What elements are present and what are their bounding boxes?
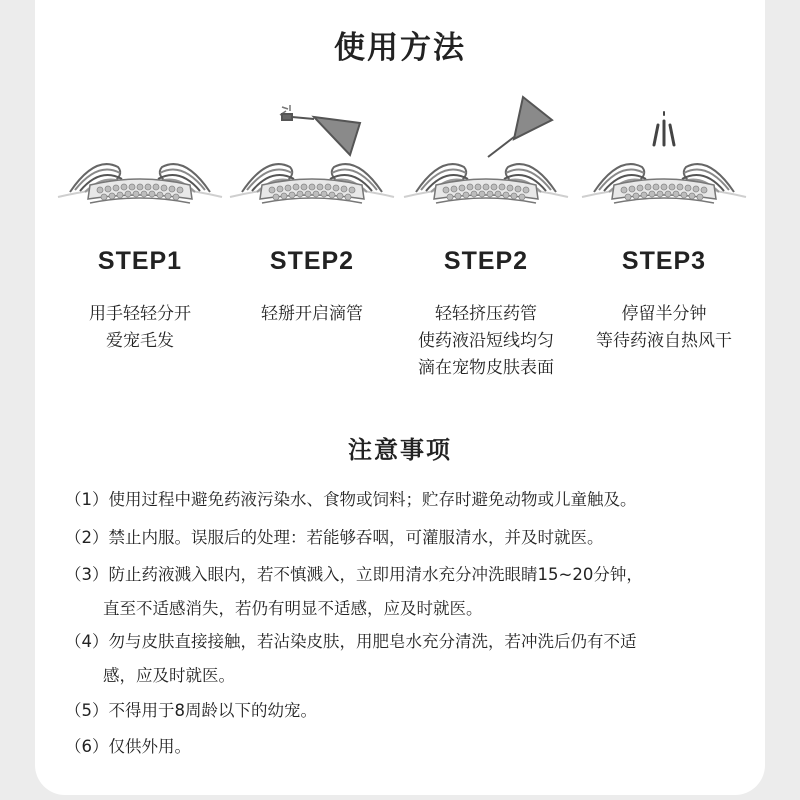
note-item-4: （4）勿与皮肤直接接触，若沾染皮肤，用肥皂水充分清洗，若冲洗后仍有不适 感，应及时就医。 [65, 632, 637, 685]
step-description: 轻轻挤压药管 使药液沿短线均匀 滴在宠物皮肤表面 [418, 304, 554, 378]
step-description: 用手轻轻分开 爱宠毛发 [89, 304, 191, 351]
step-label: STEP3 [621, 247, 707, 275]
parted-fur-icon [50, 95, 230, 220]
open-dropper-icon [222, 95, 402, 220]
note-item-6: （6）仅供外用。 [65, 737, 191, 756]
note-item-5: （5）不得用于8周龄以下的幼宠。 [65, 701, 317, 720]
step-description: 停留半分钟 等待药液自热风干 [596, 304, 732, 351]
drying-icon [574, 95, 754, 220]
step-description: 轻掰开启滴管 [261, 304, 363, 324]
apply-dropper-icon [396, 95, 576, 220]
page-title: 使用方法 [334, 30, 466, 66]
note-item-3: （3）防止药液溅入眼内，若不慎溅入，立即用清水充分冲洗眼睛15~20分钟， 直至不适感消失，若仍有明显不适感，应及时就医。 [65, 565, 643, 618]
note-item-1: （1）使用过程中避免药液污染水、食物或饲料；贮存时避免动物或儿童触及。 [65, 490, 637, 509]
step-label: STEP1 [97, 247, 183, 275]
notes-title: 注意事项 [348, 436, 452, 464]
step-label: STEP2 [443, 247, 529, 275]
note-item-2: （2）禁止内服。误服后的处理：若能够吞咽，可灌服清水，并及时就医。 [65, 528, 604, 547]
step-label: STEP2 [269, 247, 355, 275]
